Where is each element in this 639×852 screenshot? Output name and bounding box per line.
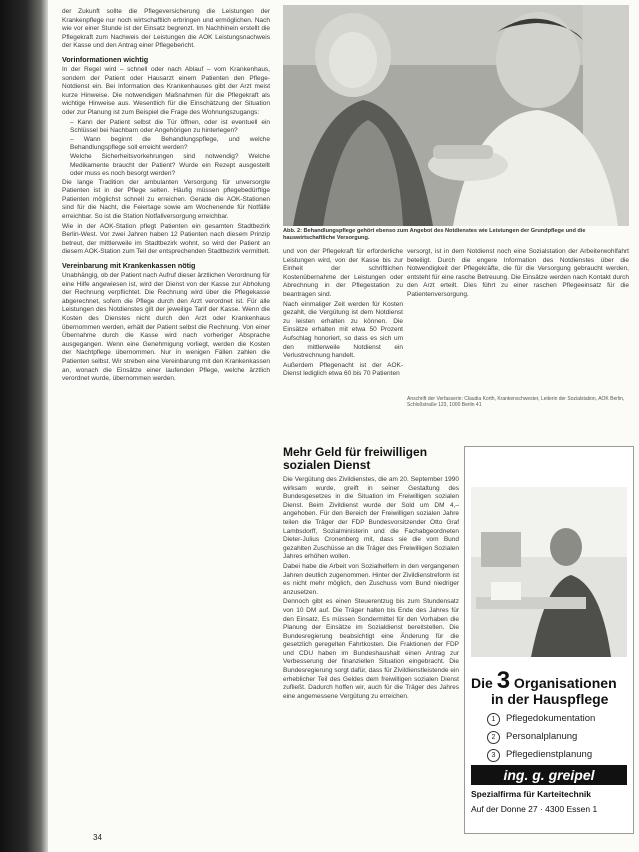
column-1 xyxy=(62,8,270,830)
paragraph: Nach einmaliger Zeit werden für Kosten gezahlt, die Vergütung ist dem Notdienst zu leisten erhalten zu können. Die Einsätze erhalten mit etwa 50 Prozent Aufschlag honoriert, so dass es sich um den mittlerweile Notdienst ein Verlustrechnung handelt. xyxy=(283,300,403,360)
ad-feature-item xyxy=(487,710,595,728)
ad-number: 3 xyxy=(496,667,511,694)
number-circle-icon: 1 xyxy=(487,713,500,726)
paragraph: Außerdem Pflegenacht ist der AOK-Dienst lediglich etwa 60 bis 70 Patienten xyxy=(283,361,403,378)
advertisement xyxy=(464,446,634,834)
paragraph: Die lange Tradition der ambulanten Versorgung für unversorgte Patienten ist in der Pflege selten. Häufig müssen pflegebedürftige Patienten möglichst schnell zu erreichen. Gerade die AOK-Stationen sind für die Nacht, die Feiertage sowie am Wochenende für Notfälle erreichbar. So ist die Station Notfallversorgung erreichbar. xyxy=(62,178,270,221)
photo-caption: Abb. 2: Behandlungspflege gehört ebenso zum Angebot des Notdienstes wie Leistungen der Grundpflege und die hauswirtschaftliche Versorgung. xyxy=(283,228,586,241)
office-photo xyxy=(471,487,627,657)
office-illustration xyxy=(471,487,627,657)
paragraph: Wie in der AOK-Station pflegt Patienten ein gesamten Stadtbezirk Berlin-West. Vor zwei Jahren haben 12 Patienten nach diesem Prinzip betreut, der mittlerweile im Stadtbezirk wohnt, so wird der Patient an diesem AOK-Station zum Teil der entsprechenden Stadtbezirk vermittelt. xyxy=(62,222,270,256)
number-circle-icon: 2 xyxy=(487,731,500,744)
list-item: Welche Sicherheitsvorkehrungen sind notwendig? Welche Medikamente braucht der Patient? Wurde ein Rezept ausgestellt oder muss es noch besorgt werden? xyxy=(70,152,270,178)
ad-address: Auf der Donne 27 · 4300 Essen 1 xyxy=(471,804,598,814)
article-2-body xyxy=(283,476,459,831)
ad-feature-item xyxy=(487,746,595,764)
page-spine-shadow xyxy=(0,0,48,852)
ad-title-line-1: Organisationen xyxy=(510,675,617,691)
list-item: – Kann der Patient selbst die Tür öffnen, oder ist eventuell ein Schlüssel bei Nachbarn oder Angehörigen zu hinterlegen? xyxy=(70,118,270,135)
paragraph: Dabei habe die Arbeit von Sozialhelfern in den vergangenen Jahren deutlich zugenommen. Hinter der Zivildienstreform ist es nicht mehr möglich, den Zuschuss vom Bund niedriger anzusetzen. xyxy=(283,562,459,596)
article-heading: Mehr Geld für freiwilligen sozialen Dienst xyxy=(283,445,428,472)
section-heading: Vereinbarung mit Krankenkassen nötig xyxy=(62,261,196,271)
section-heading: Vorinformationen wichtig xyxy=(62,54,149,64)
nurse-patient-photo xyxy=(283,5,629,226)
ad-title-line-2: in der Hauspflege xyxy=(491,691,609,707)
paragraph: versorgt, ist in dem Notdienst noch eine Sozialstation der Arbeiterwohlfahrt beteiligt. Durch die engere Information des Notdienstes über die Notwendigkeit der Pflegekräfte, die für die Versorgung gebraucht werden, entsteht für eine rasche Betreuung. Die Einsätze werden nach Kontakt durch den Arzt erteilt. Dies führt zu einer raschen Pflegeeinsatz für die Patientenversorgung. xyxy=(407,248,629,298)
paragraph: Die Vergütung des Zivildienstes, die am 20. September 1990 wirksam wurde, greift in seiner Gestaltung des Bundesgesetzes in die Situation im Freiwilligen sozialen Dienst. Beim Zivildienst wurde der Sold um DM 4,– angehoben. Für den Bereich der Freiwilligen sozialen Jahre teilen die Träger der FDP Bundesvorsitzender Otto Graf Lambsdorff, Sozialministerin und die Fachabgeordneten Dieter-Julius Cronenberg mit, dass sie die vom Bund gezahlten Zuschüsse an die Träger des Freiwilligen Sozialen Jahres erhöhen wollen. xyxy=(283,476,459,561)
paragraph: In der Regel wird – schnell oder nach Ablauf – vom Krankenhaus, sondern der Patient oder Hausarzt einem Patienten den Pflege-Notdienst ein. Bei Information des Krankenhauses gibt der Arzt meist kurze Hinweise. Die notwendigen Maßnahmen für die Pflegekraft als wichtige Hinweise aus. Wesentlich für die Einschätzung der Situation oder zur Planung ist zum Beispiel die Frage des Wohnungszugangs: xyxy=(62,65,270,116)
number-circle-icon: 3 xyxy=(487,749,500,762)
ad-feature-label: Pflegedienstplanung xyxy=(506,749,593,760)
paragraph: Dennoch gibt es einen Steuerentzug bis zum Stundensatz von 10 DM auf. Die Träger halten bis Ende des Jahres für den Einsatz. Es müssen Sondermittel für den Vorhaben die Planung der Einsätze im Sozialdienst bereitstellen. Die Bundesregierung beabsichtigt eine Änderung für die gesetzlich geregelten Fahrtkosten. Die Fraktionen der FDP und CDU haben im Bundeshaushalt einen Antrag zur Verbesserung der finanziellen Situation eingebracht. Die Bundesregierung sorgt dafür, dass für Zivildienstleistende ein erheblicher Teil des Geldes dem freiwilligen sozialen Dienst zufließt. Dadurch hoffen wir, auch für die Träger des Jahres eine angemessene Vergütung zu erreichen. xyxy=(283,598,459,700)
page-number: 34 xyxy=(93,833,102,842)
ad-feature-list xyxy=(487,710,595,764)
paragraph: der Zukunft sollte die Pflegeversicherung die Leistungen der Krankenpflege nur noch wirtschaftlich erbringen und ermöglichen. Nach wie vor einer Stunde ist der Einsatz begrenzt. Im Nachhinein erstellt die Pflegekraft zum Nachweis der Leistungen die AOK Leistungsnachweis der Kasse und den Antrag einer Pflegebericht. xyxy=(62,8,270,50)
column-3-upper xyxy=(407,248,629,393)
author-address: Anschrift der Verfasserin: Claudia Korth, Krankenschwester, Leiterin der Sozialstation, AOK Berlin, Schloßstraße 123, 1000 Berlin 41 xyxy=(407,396,625,408)
paragraph: Unabhängig, ob der Patient nach Aufruf dieser ärztlichen Verordnung für eine Hilfe angewiesen ist, wird der Dienst von der Kasse zur Abholung der Rechnung verpflichtet. Die Rechnung wird über die Pflegekasse abgerechnet, sofern die Pflege durch den Arzt verordnet ist. Für alle Leistungen des Notdienstes gilt der jeweilige Tarif der Kasse. Wenn die Kosten des Dienstes nicht durch den Arzt oder Krankenhaus übernommen werden, erhält der Patient selbst die Rechnung. Von einer Übernahme durch die Kasse wird nach vorheriger Absprache ausgegangen. Wenn eine Genehmigung vorliegt, werden die Kosten der Nachtpflege übernommen. Nur in wenigen Fällen zahlen die Patienten selbst. Wir streben eine Vereinbarung mit den Krankenkassen an, wonach die Einsätze einer laufenden Pflege, welche ärztlich verordnet wurde, übernommen werden. xyxy=(62,272,270,383)
ad-feature-item xyxy=(487,728,595,746)
ad-feature-label: Pflegedokumentation xyxy=(506,713,596,724)
photo-illustration xyxy=(283,5,629,226)
ad-title: Die 3 Organisationen in der Hauspflege xyxy=(471,673,631,707)
ad-specialty: Spezialfirma für Karteitechnik xyxy=(471,789,591,799)
brand-banner: ing. g. greipel xyxy=(471,765,627,785)
column-2-upper xyxy=(283,248,403,438)
ad-feature-label: Personalplanung xyxy=(506,731,578,742)
paragraph: und von der Pflegekraft für erforderliche Leistungen wird, von der Kasse bis zur Einheit der schriftlichen Kostenübernahme der Leistungen oder Abrechnung in der Pflegestation zu beantragen sind. xyxy=(283,248,403,298)
list-item: – Wann beginnt die Behandlungspflege, und welche Behandlungspflege soll erreicht werden? xyxy=(70,135,270,152)
